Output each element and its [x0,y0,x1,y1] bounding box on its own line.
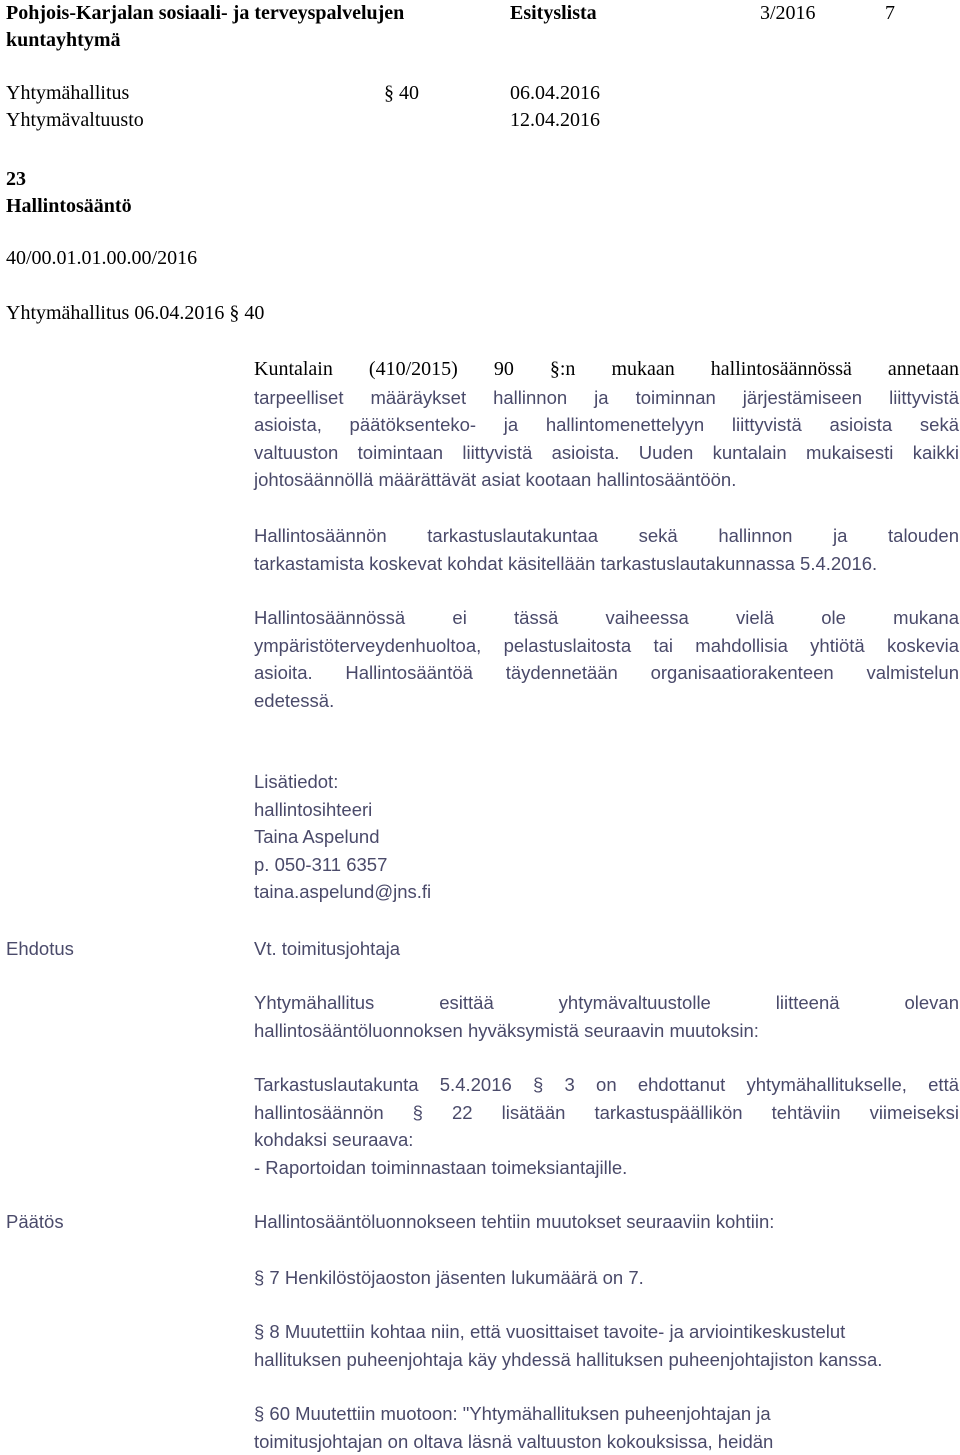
contact-line: p. 050-311 6357 [254,851,654,879]
proposal-p2-line: - Raportoidan toiminnastaan toimeksiantajille. [254,1154,959,1182]
body-p1-line: johtosäännöllä määrättävät asiat kootaan hallintosääntöön. [254,466,959,494]
decision-label: Päätös [6,1208,64,1235]
body-p1-line: asioista, päätöksenteko- ja hallintomenettelyyn liittyvistä asioista sekä [254,411,959,439]
proposal-p1-line: Yhtymähallitus esittää yhtymävaltuustolle liitteenä olevan [254,989,959,1017]
diary-number: 40/00.01.01.00.00/2016 [6,245,197,272]
decision-item2-line: § 8 Muutettiin kohtaa niin, että vuosittaiset tavoite- ja arviointikeskustelut [254,1318,959,1346]
doc-type: Esityslista [510,0,597,27]
body-p3-line: asioita. Hallintosääntöä täydennetään organisaatiorakenteen valmistelun [254,659,959,687]
decision-item2-line: hallituksen puheenjohtaja käy yhdessä hallituksen puheenjohtajiston kanssa. [254,1346,959,1374]
decision-item-2 [254,1318,959,1373]
meeting-body-1: Yhtymähallitus [6,80,129,107]
meeting-body-2: Yhtymävaltuusto [6,107,144,134]
proposal-paragraph-1 [254,989,959,1044]
contact-info [254,768,654,906]
body-p3-line: edetessä. [254,687,959,715]
org-name-line1: Pohjois-Karjalan sosiaali- ja terveyspalvelujen [6,0,404,27]
page-number: 7 [885,0,895,27]
proposal-p2-line: Tarkastuslautakunta 5.4.2016 § 3 on ehdottanut yhtymähallitukselle, että [254,1071,959,1099]
contact-line: hallintosihteeri [254,796,654,824]
meeting-date-2: 12.04.2016 [510,107,600,134]
body-p1-line: Kuntalain (410/2015) 90 §:n mukaan hallintosäännössä annetaan [254,356,959,384]
proposal-label: Ehdotus [6,935,74,962]
decision-item3-line: § 60 Muutettiin muotoon: "Yhtymähallituksen puheenjohtajan ja [254,1400,959,1428]
item-title: Hallintosääntö [6,193,132,220]
decision-item-1: § 7 Henkilöstöjaoston jäsenten lukumäärä on 7. [254,1264,644,1291]
body-p3-line: Hallintosäännössä ei tässä vaiheessa vielä ole mukana [254,604,959,632]
meeting-date-1: 06.04.2016 [510,80,600,107]
proposal-p1-line: hallintosääntöluonnoksen hyväksymistä seuraavin muutoksin: [254,1017,959,1045]
item-number: 23 [6,166,26,193]
decision-item3-line: toimitusjohtajan on oltava läsnä valtuuston kokouksissa, heidän [254,1428,959,1455]
body-p3-line: ympäristöterveydenhuoltoa, pelastuslaitosta tai mahdollisia yhtiötä koskevia [254,632,959,660]
meeting-section-1: § 40 [384,80,419,107]
proposal-by: Vt. toimitusjohtaja [254,935,400,962]
contact-line: Lisätiedot: [254,768,654,796]
body-paragraph-2 [254,522,959,577]
proposal-p2-line: hallintosäännön § 22 lisätään tarkastuspäällikön tehtäviin viimeiseksi [254,1099,959,1127]
body-p2-line: tarkastamista koskevat kohdat käsitellään tarkastuslautakunnassa 5.4.2016. [254,550,959,578]
body-paragraph-1 [254,356,959,494]
body-paragraph-3 [254,604,959,714]
issue-number: 3/2016 [760,0,816,27]
decision-item-3 [254,1400,959,1455]
body-p1-line: tarpeelliset määräykset hallinnon ja toiminnan järjestämiseen liittyvistä [254,384,959,412]
proposal-p2-line: kohdaksi seuraava: [254,1126,959,1154]
item-reference: Yhtymähallitus 06.04.2016 § 40 [6,300,264,327]
proposal-paragraph-2 [254,1071,959,1181]
org-name-line2: kuntayhtymä [6,27,120,54]
contact-line: Taina Aspelund [254,823,654,851]
contact-email[interactable]: taina.aspelund@jns.fi [254,878,654,906]
body-p2-line: Hallintosäännön tarkastuslautakuntaa sekä hallinnon ja talouden [254,522,959,550]
body-p1-line: valtuuston toimintaan liittyvistä asioista. Uuden kuntalain mukaisesti kaikki [254,439,959,467]
decision-intro: Hallintosääntöluonnokseen tehtiin muutokset seuraaviin kohtiin: [254,1208,774,1235]
